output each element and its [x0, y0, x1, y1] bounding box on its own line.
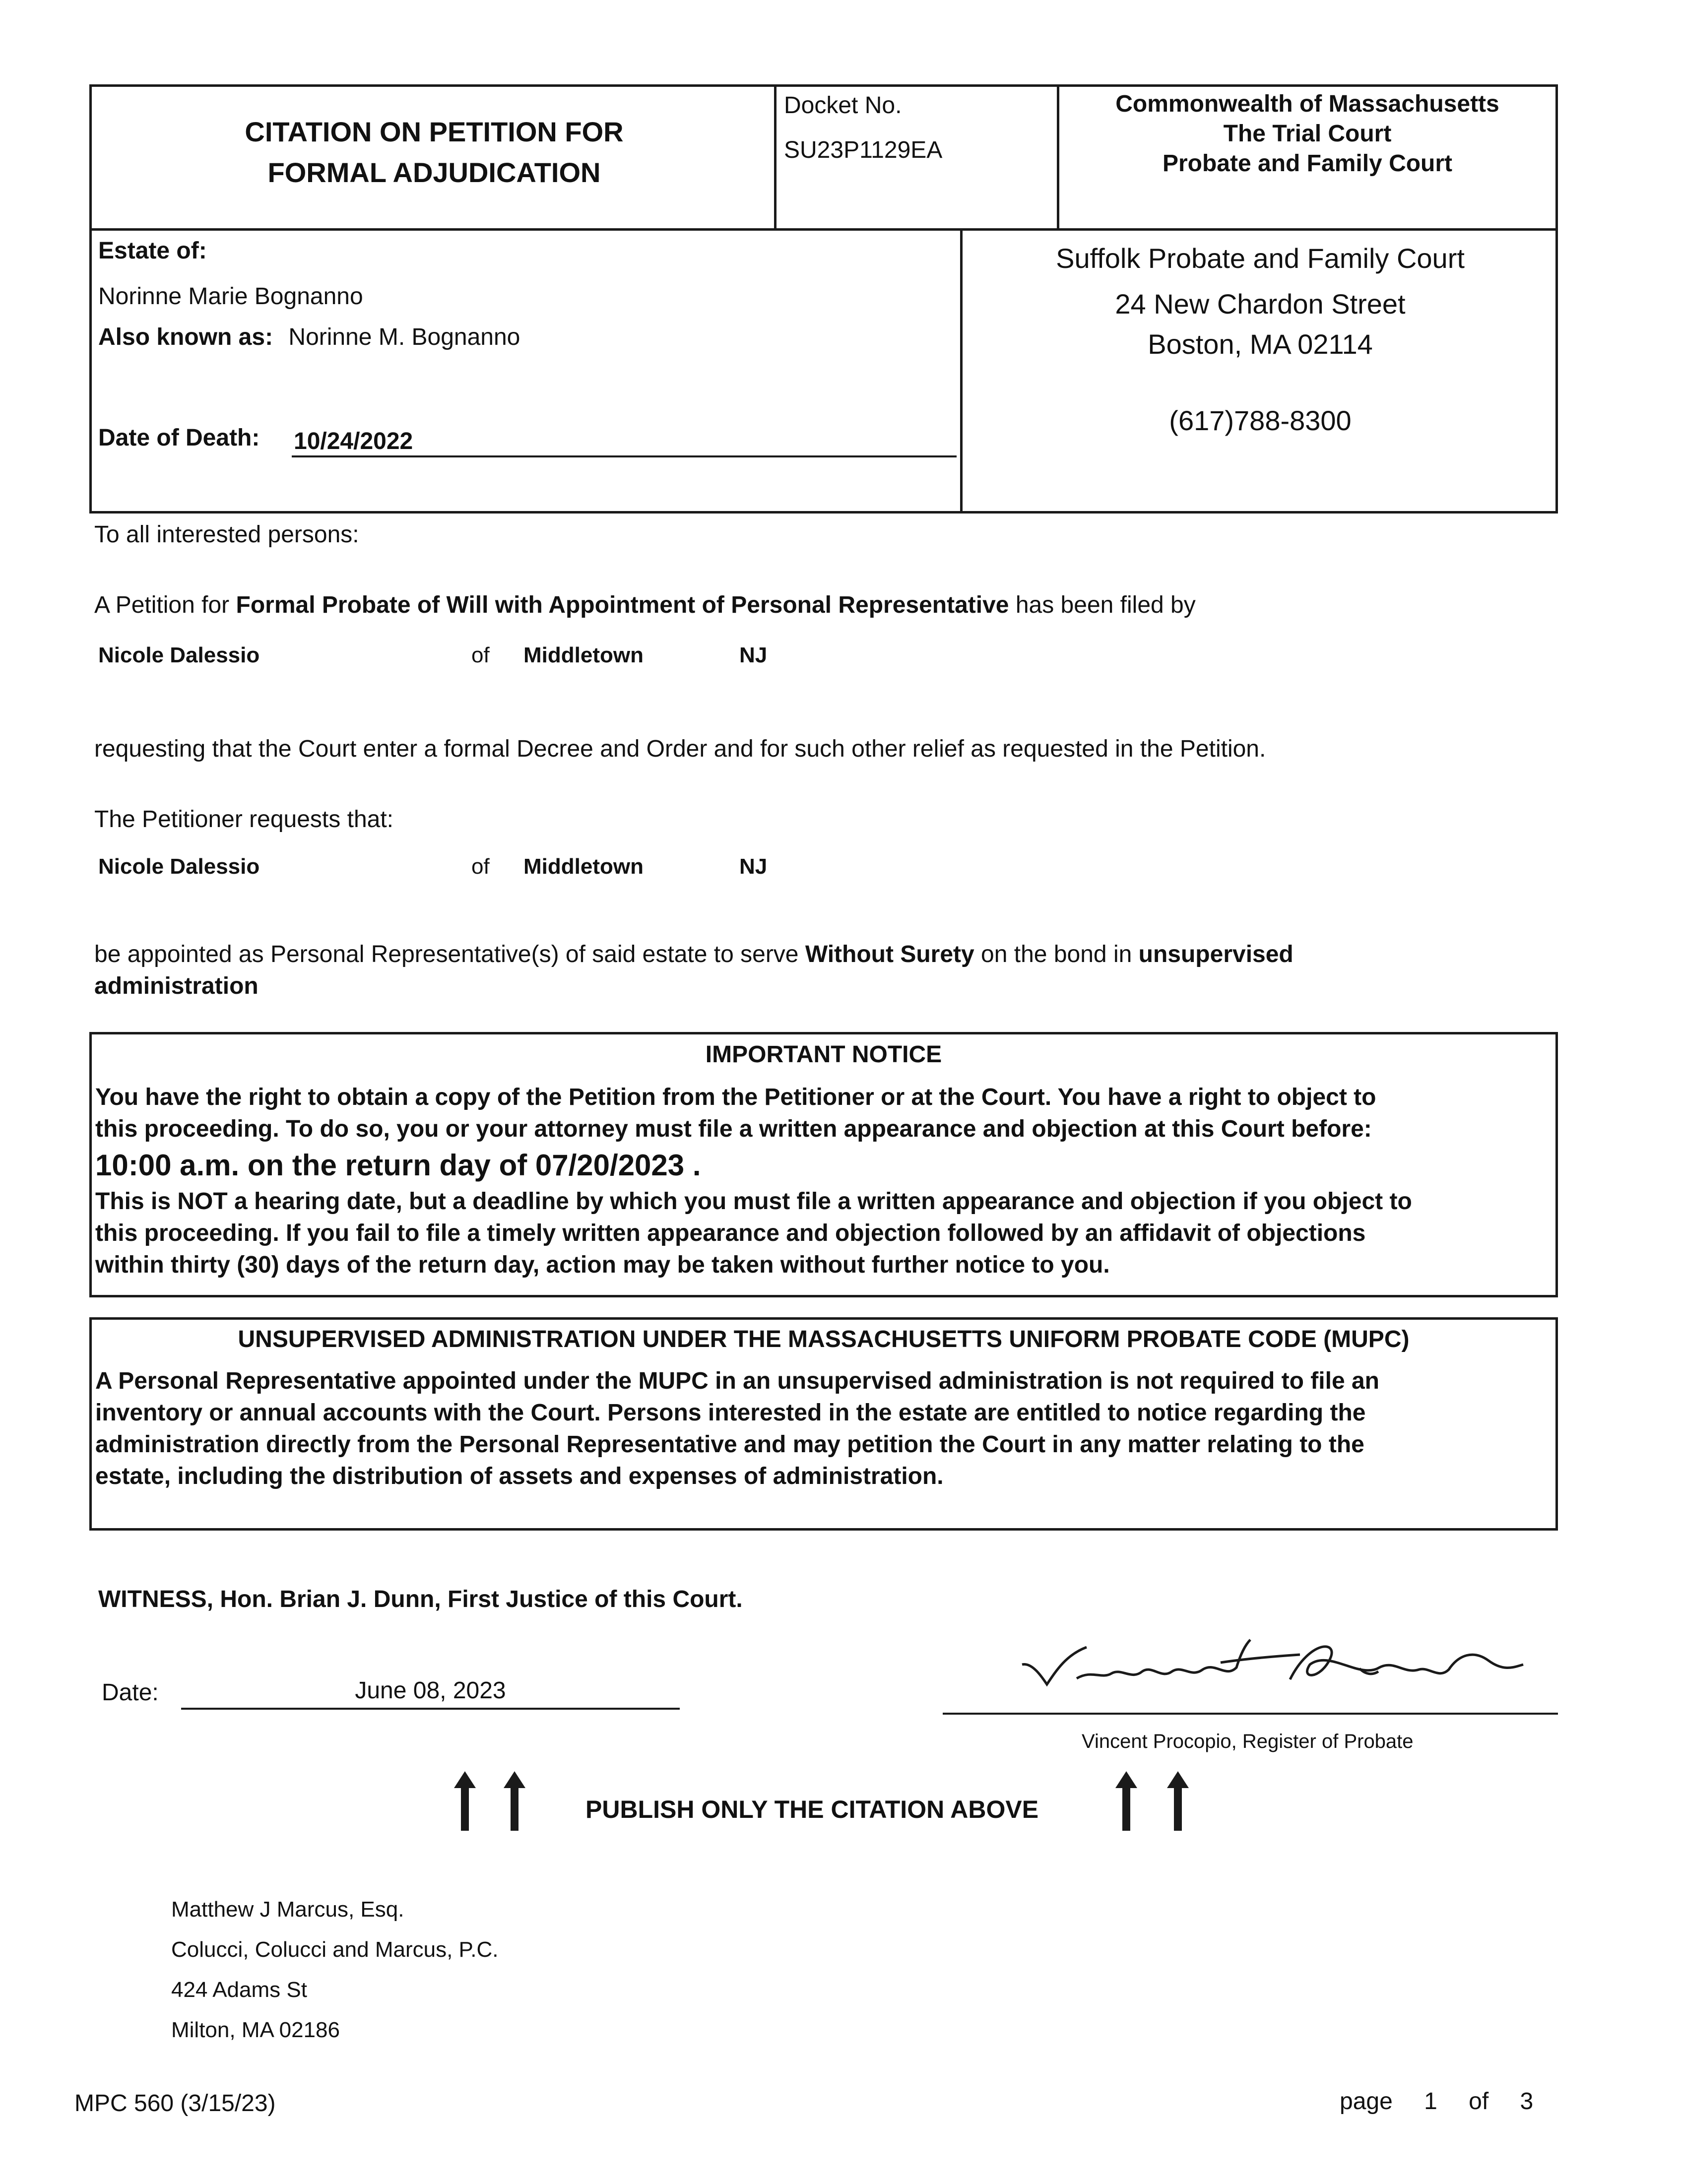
court-line3: Probate and Family Court [1162, 150, 1453, 177]
appointee-name: Nicole Dalessio [98, 854, 260, 879]
administration-word: administration [94, 973, 259, 999]
signed-date: June 08, 2023 [355, 1677, 506, 1704]
register-signature [1012, 1620, 1528, 1709]
aka-row [98, 323, 520, 351]
form-title-line1: CITATION ON PETITION FOR [245, 116, 624, 147]
form-code: MPC 560 (3/15/23) [74, 2090, 276, 2117]
notice-line1: You have the right to obtain a copy of the Petition from the Petitioner or at the Court. You have a right to object to [95, 1084, 1376, 1110]
notice-line5: within thirty (30) days of the return day, action may be taken without further notice to you. [95, 1252, 1110, 1278]
notice-text [95, 1082, 1554, 1281]
mupc-line1: A Personal Representative appointed under the MUPC in an unsupervised administration is not required to file an [95, 1368, 1379, 1394]
petitioner-state: NJ [739, 643, 768, 667]
attorney-firm: Colucci, Colucci and Marcus, P.C. [171, 1937, 499, 1962]
mupc-line2: inventory or annual accounts with the Court. Persons interested in the estate are entitled to notice regarding the [95, 1400, 1366, 1426]
estate-label: Estate of: [98, 238, 207, 264]
appointee-state: NJ [739, 854, 768, 879]
date-underline [181, 1708, 680, 1710]
petitioner-of: of [471, 643, 490, 667]
docket-label: Docket No. [784, 92, 902, 119]
date-label: Date: [102, 1679, 159, 1706]
attorney-name: Matthew J Marcus, Esq. [171, 1897, 404, 1922]
petition-type: Formal Probate of Will with Appointment of Personal Representative [236, 592, 1009, 618]
notice-line2: this proceeding. To do so, you or your attorney must file a written appearance and objection at this Court before: [95, 1116, 1372, 1142]
appoint-middle: on the bond in [974, 941, 1139, 967]
date-of-death: 10/24/2022 [294, 428, 413, 454]
court-address [963, 236, 1558, 362]
up-arrow-icon [504, 1771, 525, 1831]
divider-title-docket [774, 84, 776, 231]
mupc-line4: estate, including the distribution of assets and expenses of administration. [95, 1463, 944, 1489]
surety-type: Without Surety [805, 941, 974, 967]
requests-label: The Petitioner requests that: [94, 806, 393, 833]
court-heading [1062, 89, 1553, 179]
request-text: requesting that the Court enter a formal Decree and Order and for such other relief as requested in the Petition. [94, 736, 1266, 762]
appoint-sentence [94, 941, 1294, 968]
up-arrow-icon [1167, 1771, 1189, 1831]
witness-text: WITNESS, Hon. Brian J. Dunn, First Justice of this Court. [98, 1586, 743, 1612]
attorney-block [171, 1889, 498, 2050]
attorney-city: Milton, MA 02186 [171, 2018, 340, 2042]
appointee-of: of [471, 854, 490, 879]
attorney-street: 424 Adams St [171, 1978, 307, 2002]
docket-number: SU23P1129EA [784, 137, 943, 163]
notice-title: IMPORTANT NOTICE [705, 1041, 942, 1068]
page-number: 1 [1424, 2088, 1437, 2115]
court-phone: (617)788-8300 [1169, 405, 1352, 436]
signature-line [943, 1713, 1558, 1715]
publish-notice: PUBLISH ONLY THE CITATION ABOVE [585, 1796, 1039, 1823]
page-indicator [1340, 2088, 1533, 2115]
dod-underline [292, 455, 957, 457]
court-street: 24 New Chardon Street [1115, 288, 1406, 320]
aka-name: Norinne M. Bognanno [288, 324, 520, 350]
form-title-line2: FORMAL ADJUDICATION [267, 157, 601, 188]
appointee-city: Middletown [523, 854, 644, 879]
decedent-name: Norinne Marie Bognanno [98, 283, 363, 310]
petition-suffix: has been filed by [1009, 592, 1196, 618]
court-city: Boston, MA 02114 [1148, 328, 1373, 360]
petitioner-name: Nicole Dalessio [98, 643, 260, 667]
administration-type: unsupervised [1138, 941, 1294, 967]
form-title [94, 112, 774, 193]
up-arrow-icon [454, 1771, 476, 1831]
page-total: 3 [1520, 2088, 1534, 2115]
up-arrow-icon [1115, 1771, 1137, 1831]
court-name: Suffolk Probate and Family Court [1056, 243, 1465, 274]
signature-caption: Vincent Procopio, Register of Probate [1082, 1731, 1414, 1752]
court-line2: The Trial Court [1223, 121, 1392, 147]
mupc-title: UNSUPERVISED ADMINISTRATION UNDER THE MASSACHUSETTS UNIFORM PROBATE CODE (MUPC) [238, 1326, 1410, 1352]
mupc-line3: administration directly from the Personal Representative and may petition the Court in any matter relating to the [95, 1431, 1364, 1458]
notice-return-day: 10:00 a.m. on the return day of 07/20/2023 . [95, 1149, 701, 1182]
court-line1: Commonwealth of Massachusetts [1115, 91, 1499, 117]
notice-line4: this proceeding. If you fail to file a timely written appearance and objection followed by an affidavit of objections [95, 1220, 1366, 1246]
appoint-prefix: be appointed as Personal Representative(s) of said estate to serve [94, 941, 805, 967]
mupc-text [95, 1365, 1554, 1492]
aka-label: Also known as: [98, 324, 273, 350]
dod-label: Date of Death: [98, 425, 260, 451]
page-label: page [1340, 2088, 1393, 2115]
petitioner-city: Middletown [523, 643, 644, 667]
salutation: To all interested persons: [94, 521, 359, 548]
petition-sentence [94, 591, 1196, 619]
divider-docket-court [1057, 84, 1059, 231]
petition-prefix: A Petition for [94, 592, 236, 618]
notice-line3: This is NOT a hearing date, but a deadline by which you must file a written appearance and objection if you object to [95, 1188, 1412, 1215]
page-of: of [1469, 2088, 1489, 2115]
